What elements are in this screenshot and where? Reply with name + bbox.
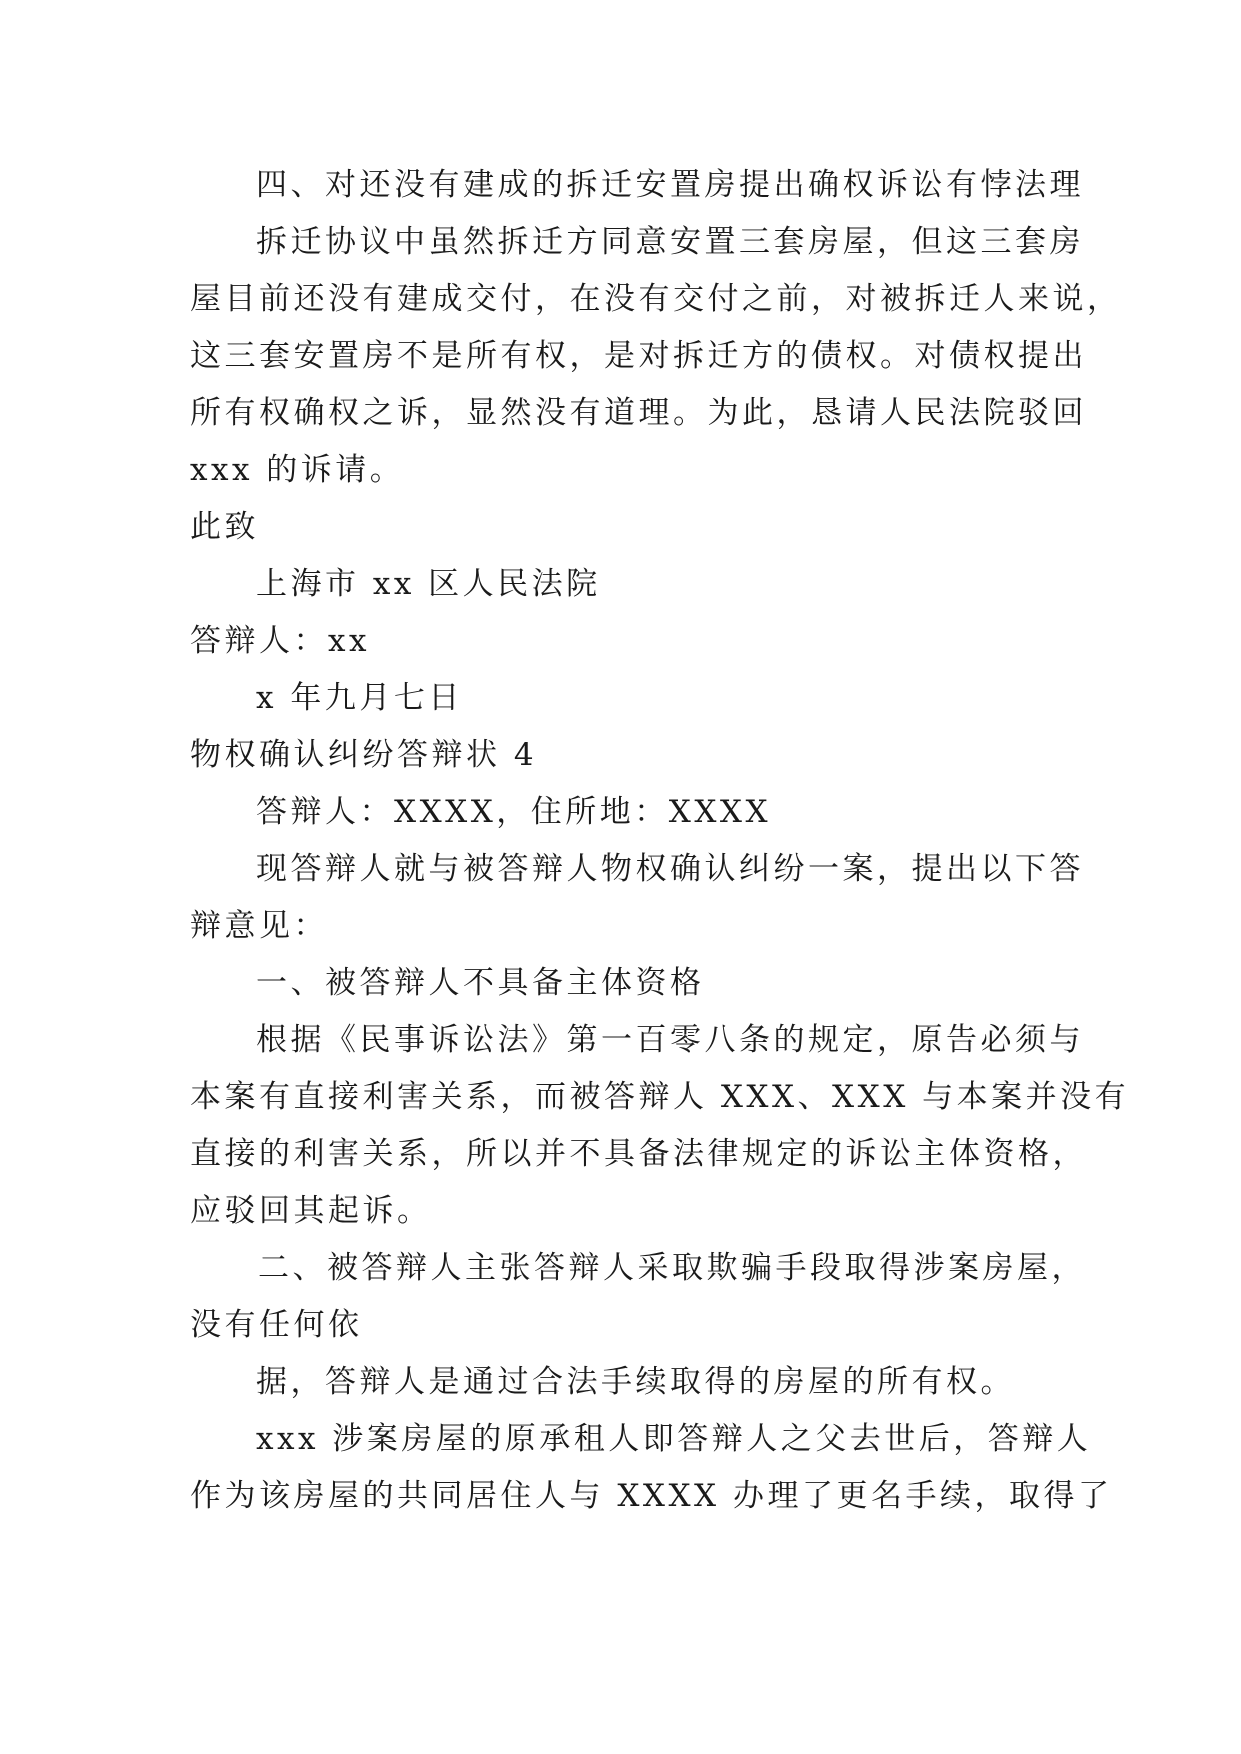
paragraph-line: 拆迁协议中虽然拆迁方同意安置三套房屋，但这三套房 bbox=[256, 224, 1084, 260]
section-heading-2: 二、被答辩人主张答辩人采取欺骗手段取得涉案房屋， bbox=[258, 1250, 1086, 1286]
paragraph-line: 所有权确权之诉，显然没有道理。为此，恳请人民法院驳回 bbox=[190, 395, 1087, 431]
paragraph-line: 屋目前还没有建成交付，在没有交付之前，对被拆迁人来说， bbox=[190, 281, 1122, 317]
paragraph-line: 直接的利害关系，所以并不具备法律规定的诉讼主体资格， bbox=[190, 1136, 1087, 1172]
paragraph-line: 作为该房屋的共同居住人与 XXXX 办理了更名手续，取得了 bbox=[190, 1478, 1113, 1514]
paragraph-line: xxx 的诉请。 bbox=[190, 452, 405, 488]
respondent-signature: 答辩人：xx bbox=[190, 623, 370, 659]
paragraph-line: 这三套安置房不是所有权，是对拆迁方的债权。对债权提出 bbox=[190, 338, 1087, 374]
paragraph-line: 应驳回其起诉。 bbox=[190, 1193, 432, 1229]
paragraph-line: 辩意见： bbox=[190, 908, 328, 944]
paragraph-line: xxx 涉案房屋的原承租人即答辩人之父去世后，答辩人 bbox=[256, 1421, 1092, 1457]
document-date: x 年九月七日 bbox=[256, 680, 463, 716]
section-heading-4: 四、对还没有建成的拆迁安置房提出确权诉讼有悖法理 bbox=[256, 167, 1084, 203]
respondent-info: 答辩人：XXXX，住所地：XXXX bbox=[256, 794, 772, 830]
paragraph-line: 现答辩人就与被答辩人物权确认纠纷一案，提出以下答 bbox=[256, 851, 1084, 887]
paragraph-line: 本案有直接利害关系，而被答辩人 XXX、XXX 与本案并没有 bbox=[190, 1079, 1130, 1115]
salutation: 此致 bbox=[190, 509, 259, 545]
section-heading-1: 一、被答辩人不具备主体资格 bbox=[256, 965, 705, 1001]
paragraph-line: 根据《民事诉讼法》第一百零八条的规定，原告必须与 bbox=[256, 1022, 1084, 1058]
document-title: 物权确认纠纷答辩状 4 bbox=[190, 737, 538, 773]
addressee-court: 上海市 xx 区人民法院 bbox=[256, 566, 601, 602]
paragraph-line: 据，答辩人是通过合法手续取得的房屋的所有权。 bbox=[256, 1364, 1015, 1400]
paragraph-line: 没有任何依 bbox=[190, 1307, 363, 1343]
